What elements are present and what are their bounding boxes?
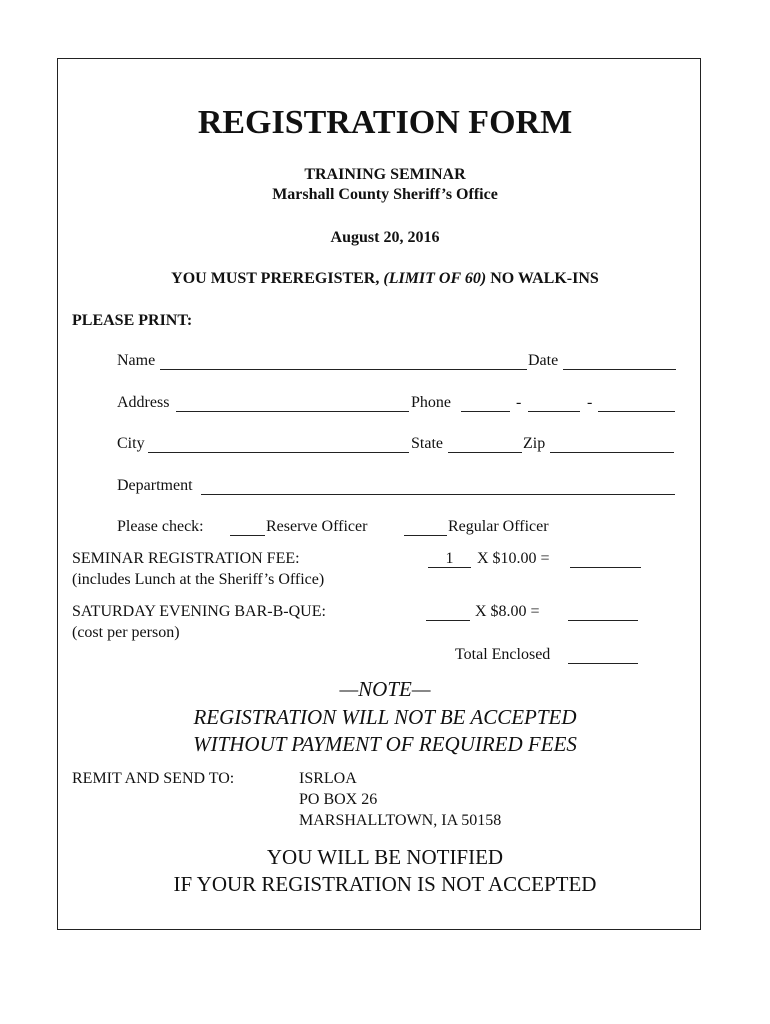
- preregister-text-2: NO WALK-INS: [490, 270, 599, 287]
- bbq-price: X $8.00 =: [475, 603, 540, 620]
- footer-line-1: YOU WILL BE NOTIFIED: [266, 845, 504, 869]
- seminar-price: X $10.00 =: [477, 550, 550, 567]
- note-heading: —NOTE—: [339, 677, 431, 701]
- department-line[interactable]: [201, 494, 675, 495]
- bbq-note: (cost per person): [72, 624, 180, 641]
- zip-label: Zip: [523, 435, 546, 452]
- state-label: State: [411, 435, 443, 452]
- city-label: City: [117, 435, 145, 452]
- seminar-quantity-line[interactable]: [428, 567, 471, 568]
- date-label: Date: [528, 352, 559, 369]
- remit-city: MARSHALLTOWN, IA 50158: [299, 812, 502, 829]
- phone-area-line[interactable]: [461, 411, 510, 412]
- zip-line[interactable]: [550, 452, 674, 453]
- please-check-label: Please check:: [117, 518, 204, 535]
- please-print-label: PLEASE PRINT:: [72, 312, 193, 329]
- form-title: REGISTRATION FORM: [197, 104, 573, 141]
- state-line[interactable]: [448, 452, 522, 453]
- preregister-notice: [0, 271, 770, 287]
- name-label: Name: [117, 352, 156, 369]
- regular-officer-check[interactable]: [404, 535, 447, 536]
- reserve-officer-label: Reserve Officer: [266, 518, 368, 535]
- bbq-amount-line[interactable]: [568, 620, 638, 621]
- note-line-2: WITHOUT PAYMENT OF REQUIRED FEES: [193, 732, 577, 756]
- remit-label: REMIT AND SEND TO:: [72, 770, 235, 787]
- preregister-text-1: YOU MUST PREREGISTER,: [171, 270, 380, 287]
- phone-label: Phone: [411, 394, 451, 411]
- address-label: Address: [117, 394, 170, 411]
- bbq-label: SATURDAY EVENING BAR-B-QUE:: [72, 603, 326, 620]
- organization-name: Marshall County Sheriff’s Office: [272, 186, 498, 203]
- seminar-fee-note: (includes Lunch at the Sheriff’s Office): [72, 571, 325, 588]
- date-line[interactable]: [563, 369, 676, 370]
- total-amount-line[interactable]: [568, 663, 638, 664]
- address-line[interactable]: [176, 411, 409, 412]
- note-line-1: REGISTRATION WILL NOT BE ACCEPTED: [193, 705, 577, 729]
- seminar-date: August 20, 2016: [330, 229, 440, 246]
- remit-box: PO BOX 26: [299, 791, 378, 808]
- regular-officer-label: Regular Officer: [448, 518, 549, 535]
- seminar-amount-line[interactable]: [570, 567, 641, 568]
- remit-name: ISRLOA: [299, 770, 357, 787]
- department-label: Department: [117, 477, 193, 494]
- reserve-officer-check[interactable]: [230, 535, 265, 536]
- phone-prefix-line[interactable]: [528, 411, 580, 412]
- preregister-limit: (LIMIT OF 60): [383, 270, 487, 287]
- seminar-subtitle: TRAINING SEMINAR: [304, 166, 466, 183]
- city-line[interactable]: [148, 452, 409, 453]
- seminar-quantity: 1: [445, 550, 454, 567]
- footer-line-2: IF YOUR REGISTRATION IS NOT ACCEPTED: [173, 872, 597, 896]
- seminar-fee-label: SEMINAR REGISTRATION FEE:: [72, 550, 300, 567]
- phone-separator: -: [587, 394, 593, 411]
- bbq-quantity-line[interactable]: [426, 620, 470, 621]
- name-line[interactable]: [160, 369, 527, 370]
- total-enclosed-label: Total Enclosed: [455, 646, 551, 663]
- phone-separator: -: [516, 394, 522, 411]
- phone-number-line[interactable]: [598, 411, 675, 412]
